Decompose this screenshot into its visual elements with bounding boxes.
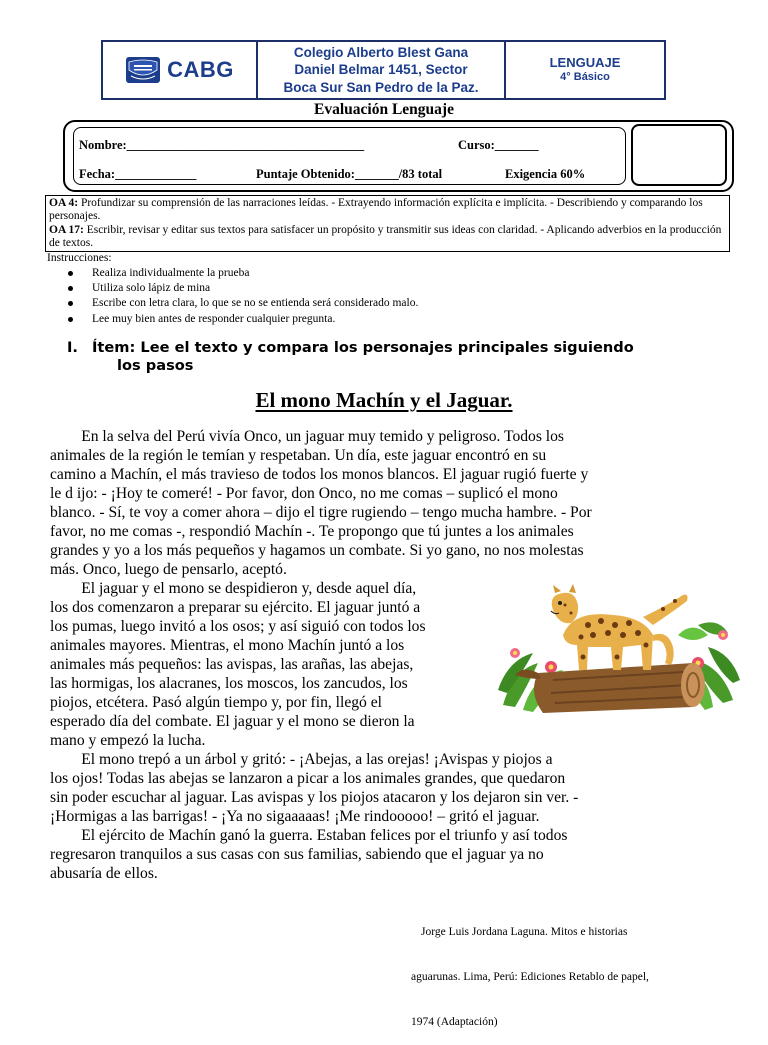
subject-name: LENGUAJE: [549, 55, 621, 70]
instruction-item: Realiza individualmente la prueba: [64, 266, 418, 281]
story-line: ¡Hormigas a las barrigas! - ¡Ya no sigaaaaas! ¡Me rindooooo! – gritó el jaguar.: [50, 808, 540, 825]
exigencia-label: Exigencia 60%: [505, 167, 586, 181]
instructions-title: Instrucciones:: [47, 252, 112, 264]
objective-label: OA 4:: [49, 197, 79, 209]
objective-oa17: [49, 224, 726, 251]
school-header: [101, 40, 666, 100]
story-citation: [411, 895, 649, 1045]
instruction-item: Escribe con letra clara, lo que se no se entienda será considerado malo.: [64, 296, 418, 311]
citation-line: Jorge Luis Jordana Laguna. Mitos e historias: [421, 926, 628, 938]
item-instruction: Ítem: Lee el texto y compara los personajes principales siguiendo: [92, 339, 634, 356]
logo-text: CABG: [167, 57, 234, 82]
story-line: esperado día del combate. El jaguar y el mono se dieron la: [50, 713, 415, 730]
school-info: [256, 42, 504, 98]
objective-oa4: [49, 197, 726, 224]
story-line: piojos, etcétera. Pasó algún tiempo y, por fin, llegó el: [50, 694, 383, 711]
story-line: regresaron tranquilos a sus casas con sus familias, sabiendo que el jaguar ya no: [50, 846, 544, 863]
story-line: blanco. - Sí, te voy a comer ahora – dijo el tigre rugiendo – tengo mucha hambre. - Por: [50, 504, 592, 521]
citation-line: 1974 (Adaptación): [411, 1016, 498, 1028]
instruction-item: Lee muy bien antes de responder cualquier pregunta.: [64, 312, 418, 327]
citation-line: aguarunas. Lima, Perú: Ediciones Retablo de papel,: [411, 971, 649, 983]
story-line: abusaría de ellos.: [50, 865, 158, 882]
school-name: Colegio Alberto Blest Gana: [293, 44, 469, 60]
story-line: camino a Machín, el más travieso de todos los monos blancos. El jaguar rugió fuerte y: [50, 466, 589, 483]
grade-level: 4° Básico: [560, 71, 610, 83]
story-line: los ojos! Todas las abejas se lanzaron a picar a los animales grandes, que quedaron: [50, 770, 566, 787]
school-crest-icon: [125, 56, 161, 84]
story-line: más. Onco, luego de pensarlo, aceptó.: [50, 561, 287, 578]
story-line: animales más pequeños: las avispas, las arañas, las abejas,: [50, 656, 414, 673]
story-line: los pumas, luego invitó a los osos; y así siguió con todos los: [50, 618, 426, 635]
objective-label: OA 17:: [49, 223, 84, 236]
curso-field[interactable]: Curso:_______: [458, 138, 539, 152]
item-heading-line-2: los pasos: [117, 357, 194, 374]
item-number: I.: [67, 339, 78, 356]
jaguar-icon: [551, 584, 688, 670]
objective-text: Escribir, revisar y editar sus textos para satisfacer un propósito y transmitir sus ideas con claridad. - Aplicando adverbios en la producción de textos.: [49, 223, 722, 249]
instructions-list: [64, 266, 418, 327]
subject-info: [504, 42, 664, 98]
story-line: El jaguar y el mono se despidieron y, desde aquel día,: [50, 580, 417, 597]
story-line: le d ijo: - ¡Hoy te comeré! - Por favor, don Onco, no me comas – suplicó el mono: [50, 485, 558, 502]
story-line: mano y empezó la lucha.: [50, 732, 206, 749]
fecha-field[interactable]: Fecha:_____________: [79, 167, 197, 181]
puntaje-field[interactable]: Puntaje Obtenido:_______/83 total: [256, 167, 443, 181]
learning-objectives: [45, 195, 730, 252]
item-heading-line-1: [67, 339, 727, 357]
grade-box[interactable]: [631, 124, 727, 186]
jaguar-on-log-illustration: [493, 575, 743, 720]
story-line: los dos comenzaron a preparar su ejército. El jaguar juntó a: [50, 599, 421, 616]
story-line: favor, no me comas -, respondió Machín -. Te propongo que tú juntes a los animales: [50, 523, 574, 540]
logo-cell: [103, 42, 256, 98]
story-line: El ejército de Machín ganó la guerra. Estaban felices por el triunfo y así todos: [50, 827, 568, 844]
log-icon: [515, 663, 705, 713]
story-line: grandes y yo a los más pequeños y hagamos un combate. Si yo gano, no nos molestas: [50, 542, 584, 559]
story-line: En la selva del Perú vivía Onco, un jaguar muy temido y peligroso. Todos los: [50, 428, 564, 445]
item-heading: [67, 339, 727, 375]
nombre-field[interactable]: Nombre:______________________________________: [79, 138, 365, 152]
school-address-line-2: Boca Sur San Pedro de la Paz.: [283, 79, 479, 95]
instruction-item: Utiliza solo lápiz de mina: [64, 281, 418, 296]
story-line: las hormigas, los alacranes, los moscos, los zancudos, los: [50, 675, 408, 692]
story-line: animales de la región le temían y respetaban. Un día, este jaguar encontró en su: [50, 447, 547, 464]
story-line: sin poder escuchar al jaguar. Las avispas y los piojos atacaron y los dejaron sin ver. -: [50, 789, 579, 806]
objective-text: Profundizar su comprensión de las narraciones leídas. - Extrayendo información explícita e implícita. - Describiendo y comparando los personajes.: [49, 197, 703, 223]
story-title: El mono Machín y el Jaguar.: [255, 388, 513, 412]
school-address-line-1: Daniel Belmar 1451, Sector: [294, 62, 468, 78]
story-line: El mono trepó a un árbol y gritó: - ¡Abejas, a las orejas! ¡Avispas y piojos a: [50, 751, 553, 768]
evaluation-title: Evaluación Lenguaje: [314, 101, 454, 118]
story-line: animales mayores. Mientras, el mono Machín juntó a los: [50, 637, 405, 654]
